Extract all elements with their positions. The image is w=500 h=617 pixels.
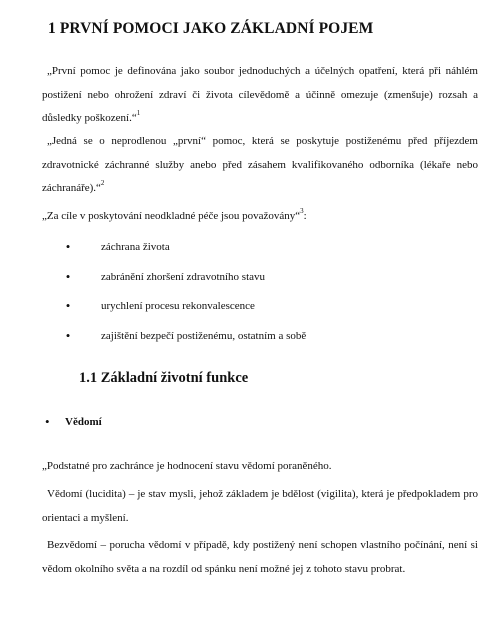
footnote-ref-1: 1 bbox=[136, 109, 141, 118]
bullet-icon: • bbox=[45, 414, 50, 429]
section-heading: 1.1 Základní životní funkce bbox=[79, 370, 249, 386]
bullet-icon: • bbox=[65, 298, 71, 313]
paragraph-assessment: „Podstatné pro zachránce je hodnocení stavu vědomí poraněného. bbox=[42, 460, 332, 472]
bullet-icon: • bbox=[65, 269, 71, 284]
list-item-text: Vědomí bbox=[65, 416, 102, 428]
bullet-icon: • bbox=[65, 239, 71, 254]
list-item-text: urychlení procesu rekonvalescence bbox=[101, 300, 255, 312]
footnote-ref-3: 3 bbox=[300, 207, 304, 216]
paragraph-unconsciousness: Bezvědomí – porucha vědomí v případě, kdy postižený není schopen vlastního počínání, není si vědom okolního světa a na rozdíl od spánku není možné jej z tohoto stavu probrat. bbox=[42, 539, 478, 575]
paragraph-definition-text: „První pomoc je definována jako soubor jednoduchých a účelných opatření, která při náhlém postižení nebo ohrožení zdraví či života cílevědomě a účinně omezuje (zmenšuje) rozsah a důsledky poškození.“ bbox=[42, 65, 478, 124]
paragraph-goals-intro-text: „Za cíle v poskytování neodkladné péče jsou považovány“ bbox=[42, 210, 301, 222]
chapter-heading: 1 PRVNÍ POMOCI JAKO ZÁKLADNÍ POJEM bbox=[48, 20, 374, 37]
list-item-text: zajištění bezpečí postiženému, ostatním a sobě bbox=[101, 330, 307, 342]
footnote-ref-2: 2 bbox=[100, 179, 105, 188]
paragraph-first-aid-text: „Jedná se o neprodlenou „první“ pomoc, která se poskytuje postiženému před příjezdem zdravotnické záchranné služby anebo před zásahem kvalifikovaného odborníka (lékaře nebo záchranáře).“ bbox=[42, 135, 478, 194]
list-item-text: zabránění zhoršení zdravotního stavu bbox=[101, 271, 266, 283]
paragraph-definition bbox=[42, 60, 478, 131]
paragraph-consciousness: Vědomí (lucidita) – je stav mysli, jehož základem je bdělost (vigilita), která je předpokladem pro orientaci a myšlení. bbox=[42, 488, 478, 524]
list-item-text: záchrana života bbox=[101, 241, 170, 253]
paragraph-goals-intro bbox=[42, 205, 478, 229]
bullet-icon: • bbox=[65, 328, 71, 343]
paragraph-first-aid bbox=[42, 130, 478, 201]
paragraph-goals-intro-colon: : bbox=[303, 210, 307, 222]
